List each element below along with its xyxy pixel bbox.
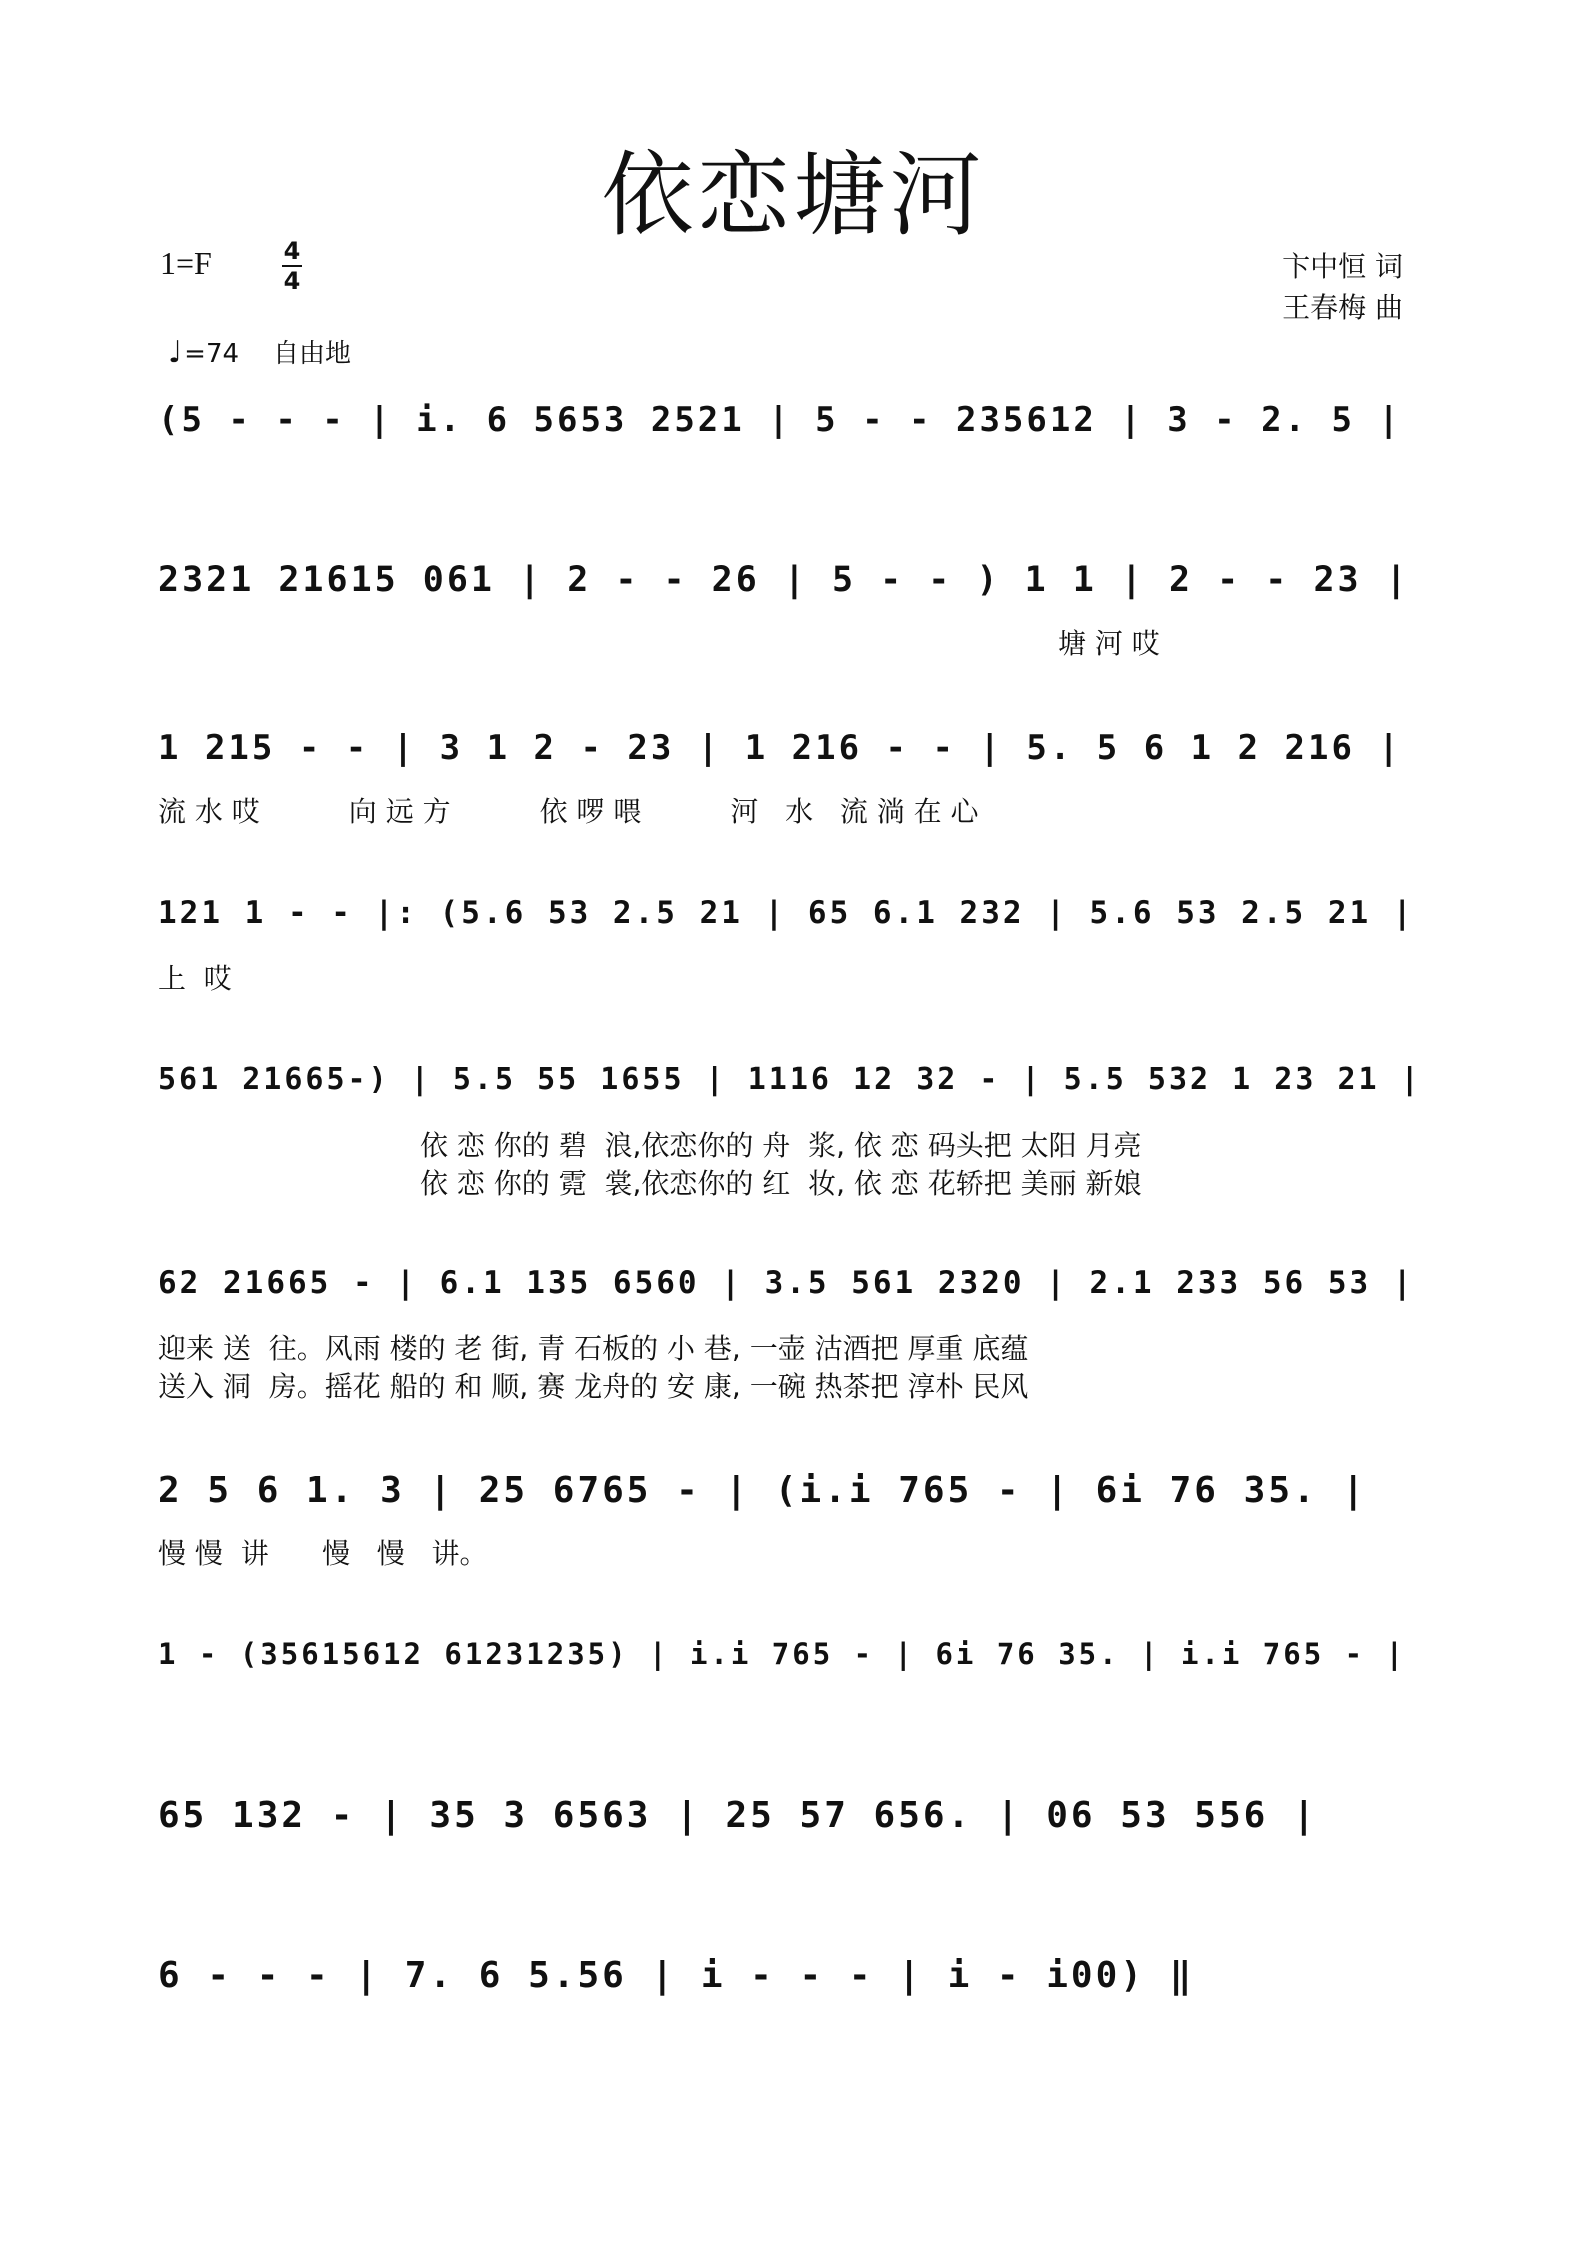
tempo-expression: 自由地 — [273, 339, 352, 369]
lyrics-verse-1: 上 哎 — [158, 962, 232, 995]
lyrics-verse-1: 流 水 哎 向 远 方 依 啰 喂 河 水 流 淌 在 心 — [158, 795, 979, 828]
score-line-2 — [158, 560, 1438, 660]
time-signature-bottom: 4 — [283, 267, 301, 295]
notation: 561 21665-) | 5.5 55 1655 | 1116 12 32 - | 5.5 532 1 23 21 | — [158, 1062, 1422, 1097]
lyrics-verse-1: 塘 河 哎 — [1058, 627, 1160, 660]
score-line-3 — [158, 728, 1438, 828]
quarter-note-icon: ♩ — [168, 335, 183, 370]
score-line-4 — [158, 895, 1438, 995]
score-line-1 — [158, 400, 1438, 480]
page-title: 依恋塘河 — [601, 142, 986, 249]
score-line-5 — [158, 1062, 1438, 1200]
notation: 2 5 6 1. 3 | 25 6765 - | (i.i 765 - | 6i 76 35. | — [158, 1470, 1368, 1511]
tempo-bpm: =74 — [184, 339, 240, 369]
lyrics-verse-1: 迎来 送 往。风雨 楼的 老 街, 青 石板的 小 巷, 一壶 沽酒把 厚重 底蕴 — [158, 1332, 1029, 1365]
key-signature: 1=F — [160, 245, 212, 281]
lyrics-verse-1: 依 恋 你的 碧 浪,依恋你的 舟 浆, 依 恋 码头把 太阳 月亮 — [420, 1129, 1142, 1162]
lyrics-verse-2: 依 恋 你的 霓 裳,依恋你的 红 妆, 依 恋 花轿把 美丽 新娘 — [420, 1167, 1142, 1200]
notation: (5 - - - | i. 6 5653 2521 | 5 - - 235612 | 3 - 2. 5 | — [158, 400, 1402, 440]
notation: 65 132 - | 35 3 6563 | 25 57 656. | 06 53 556 | — [158, 1795, 1318, 1836]
score-line-9 — [158, 1795, 1438, 1875]
composer-credit: 王春梅 曲 — [1282, 291, 1403, 324]
notation: 6 - - - | 7. 6 5.56 | i - - - | i - i00) ‖ — [158, 1955, 1195, 1996]
lyrics-verse-1: 慢 慢 讲 慢 慢 讲。 — [158, 1537, 488, 1570]
score-line-8 — [158, 1637, 1438, 1717]
time-signature — [282, 238, 302, 294]
score-line-10 — [158, 1955, 1438, 2035]
notation: 62 21665 - | 6.1 135 6560 | 3.5 561 2320 | 2.1 233 56 53 | — [158, 1265, 1415, 1301]
notation: 1 - (35615612 61231235) | i.i 765 - | 6i 76 35. | i.i 765 - | — [158, 1637, 1407, 1671]
notation: 1 215 - - | 3 1 2 - 23 | 1 216 - - | 5. 5 6 1 2 216 | — [158, 728, 1402, 768]
score-line-7 — [158, 1470, 1438, 1570]
score-line-6 — [158, 1265, 1438, 1403]
notation: 2321 21615 061 | 2 - - 26 | 5 - - ) 1 1 | 2 - - 23 | — [158, 560, 1410, 600]
notation: 121 1 - - |: (5.6 53 2.5 21 | 65 6.1 232 | 5.6 53 2.5 21 | — [158, 895, 1415, 931]
lyrics-verse-2: 送入 洞 房。摇花 船的 和 顺, 赛 龙舟的 安 康, 一碗 热茶把 淳朴 民风 — [158, 1370, 1029, 1403]
time-signature-top: 4 — [283, 237, 301, 265]
tempo-marking — [168, 333, 385, 370]
lyricist-credit: 卞中恒 词 — [1282, 250, 1403, 283]
